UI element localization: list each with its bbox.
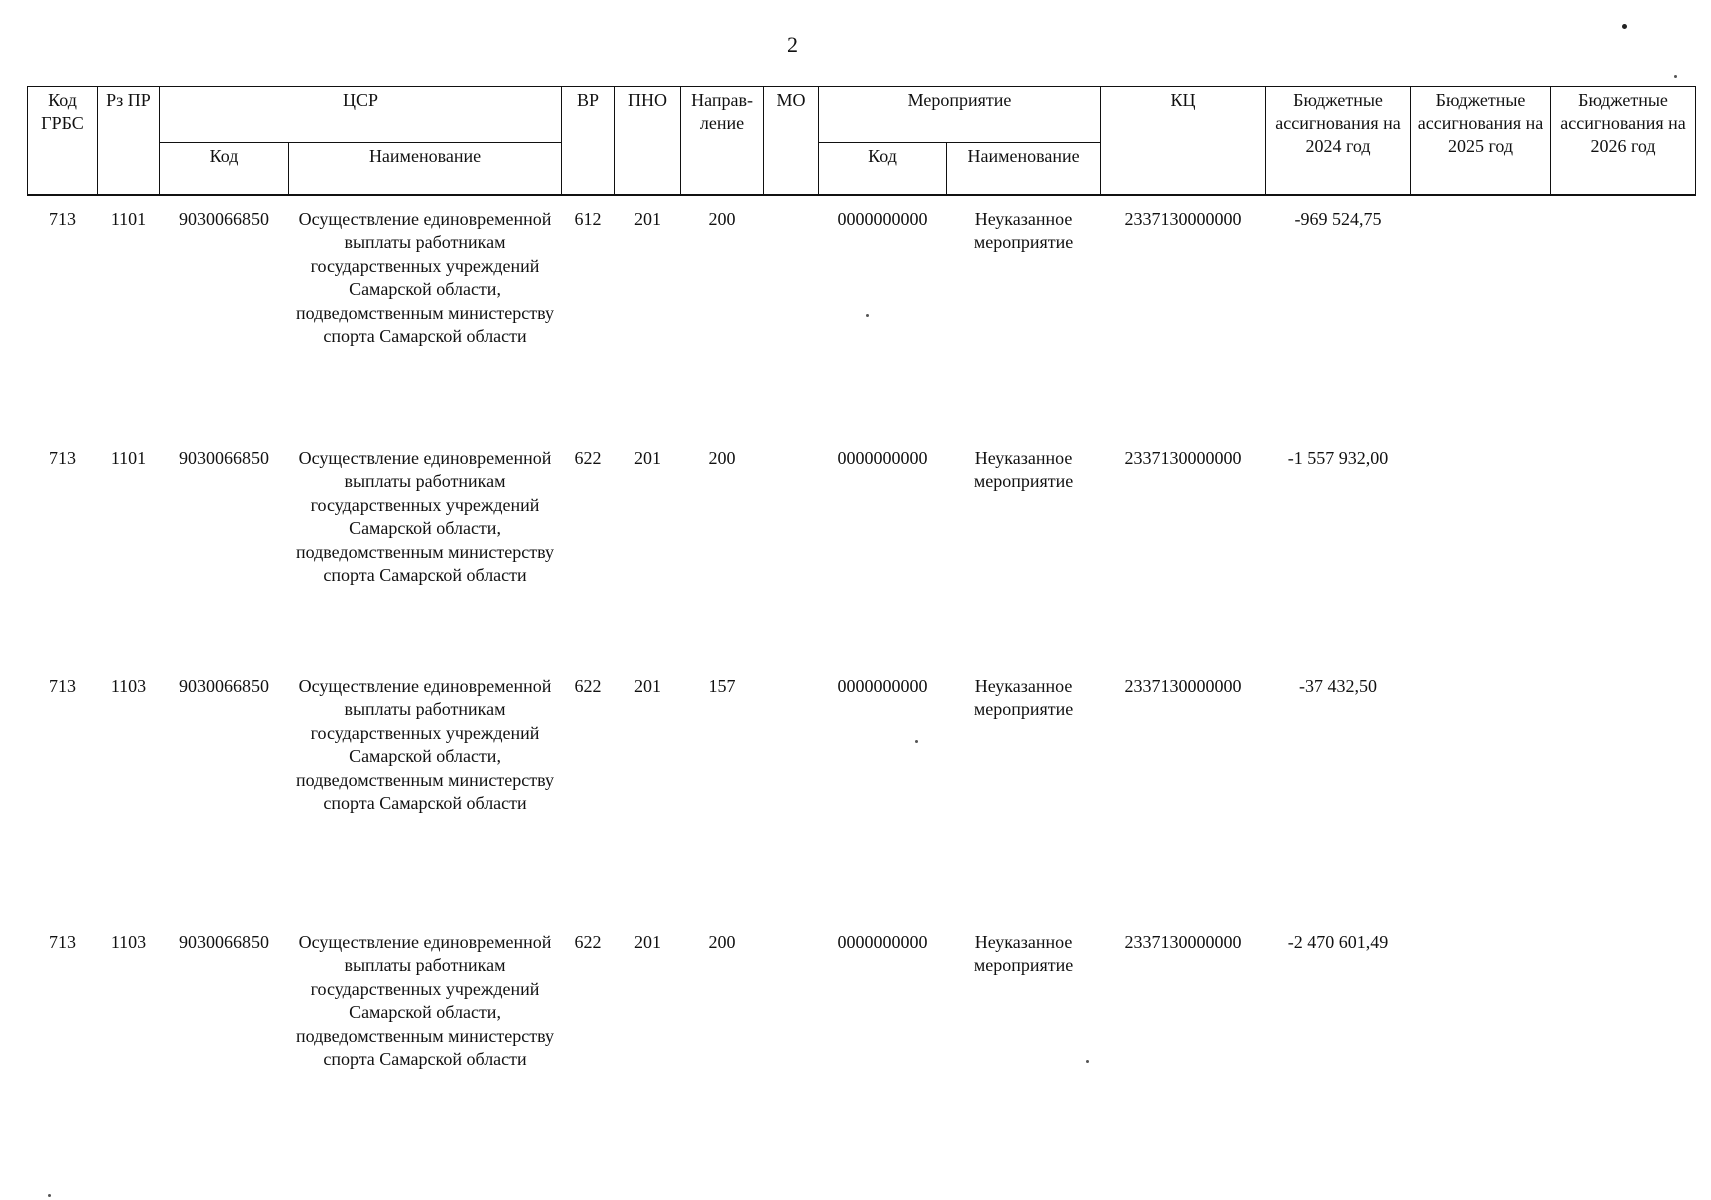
cell-direction: 200 — [708, 208, 736, 229]
cell-event-code: 0000000000 — [837, 208, 928, 229]
cell-kc: 2337130000000 — [1124, 208, 1242, 229]
cell-event-code: 0000000000 — [837, 447, 928, 468]
table-row — [28, 663, 1696, 919]
cell-mo — [764, 435, 819, 663]
table-header — [28, 87, 1696, 195]
cell-budget-2024: -37 432,50 — [1299, 675, 1378, 696]
header-csr-name: Наименование — [289, 143, 562, 195]
cell-rzpr: 1103 — [110, 931, 147, 952]
cell-pno: 201 — [634, 675, 662, 696]
scan-speck — [866, 314, 869, 317]
cell-csr-name: Осуществление единовременной выплаты работникам государственных учреждений Самарской области, подведомственным министерству спорта Самарской области — [296, 447, 554, 585]
cell-event-code: 0000000000 — [837, 675, 928, 696]
cell-pno: 201 — [634, 931, 662, 952]
cell-direction: 157 — [708, 675, 736, 696]
header-csr: ЦСР — [160, 87, 562, 143]
cell-budget-2025 — [1411, 663, 1551, 919]
header-rzpr: Рз ПР — [98, 87, 160, 195]
cell-vr: 622 — [574, 931, 602, 952]
cell-direction: 200 — [708, 447, 736, 468]
cell-direction: 200 — [708, 931, 736, 952]
cell-vr: 622 — [574, 675, 602, 696]
table-row — [28, 919, 1696, 1151]
cell-budget-2026 — [1551, 195, 1696, 435]
cell-budget-2025 — [1411, 435, 1551, 663]
cell-kc: 2337130000000 — [1124, 931, 1242, 952]
cell-budget-2026 — [1551, 663, 1696, 919]
cell-grbs: 713 — [49, 931, 76, 952]
cell-csr-name: Осуществление единовременной выплаты работникам государственных учреждений Самарской области, подведомственным министерству спорта Самарской области — [296, 208, 554, 346]
cell-rzpr: 1103 — [110, 675, 147, 696]
cell-pno: 201 — [634, 208, 662, 229]
cell-event-name: Неуказанное мероприятие — [973, 675, 1074, 719]
cell-grbs: 713 — [49, 208, 76, 229]
cell-mo — [764, 919, 819, 1151]
header-pno: ПНО — [615, 87, 681, 195]
header-event: Мероприятие — [819, 87, 1101, 143]
cell-csr-code: 9030066850 — [179, 675, 269, 696]
cell-kc: 2337130000000 — [1124, 675, 1242, 696]
scan-speck — [1674, 75, 1677, 78]
table-row — [28, 195, 1696, 435]
cell-csr-code: 9030066850 — [179, 208, 269, 229]
cell-budget-2025 — [1411, 195, 1551, 435]
cell-kc: 2337130000000 — [1124, 447, 1242, 468]
cell-event-name: Неуказанное мероприятие — [973, 447, 1074, 491]
cell-budget-2024: -2 470 601,49 — [1287, 931, 1389, 952]
header-grbs: Код ГРБС — [28, 87, 98, 195]
header-event-name: Наименование — [947, 143, 1101, 195]
cell-grbs: 713 — [49, 447, 76, 468]
table-body — [28, 195, 1696, 1151]
header-kc: КЦ — [1101, 87, 1266, 195]
cell-budget-2024: -1 557 932,00 — [1287, 447, 1389, 468]
cell-csr-code: 9030066850 — [179, 447, 269, 468]
header-csr-code: Код — [160, 143, 289, 195]
scan-speck — [1622, 24, 1627, 29]
page-number: 2 — [787, 32, 798, 57]
cell-event-name: Неуказанное мероприятие — [973, 931, 1074, 975]
header-vr: ВР — [562, 87, 615, 195]
cell-mo — [764, 663, 819, 919]
header-budget-2026: Бюджетные ассигнования на 2026 год — [1551, 87, 1696, 195]
scan-speck — [48, 1194, 51, 1197]
cell-grbs: 713 — [49, 675, 76, 696]
scan-speck — [1086, 1060, 1089, 1063]
cell-vr: 622 — [574, 447, 602, 468]
cell-budget-2024: -969 524,75 — [1294, 208, 1382, 229]
cell-csr-name: Осуществление единовременной выплаты работникам государственных учреждений Самарской области, подведомственным министерству спорта Самарской области — [296, 675, 554, 813]
header-direction: Направ-ление — [681, 87, 764, 195]
table-row — [28, 435, 1696, 663]
header-event-code: Код — [819, 143, 947, 195]
cell-mo — [764, 195, 819, 435]
cell-vr: 612 — [574, 208, 602, 229]
cell-csr-name: Осуществление единовременной выплаты работникам государственных учреждений Самарской области, подведомственным министерству спорта Самарской области — [296, 931, 554, 1069]
cell-rzpr: 1101 — [110, 208, 147, 229]
header-budget-2025: Бюджетные ассигнования на 2025 год — [1411, 87, 1551, 195]
cell-csr-code: 9030066850 — [179, 931, 269, 952]
cell-budget-2025 — [1411, 919, 1551, 1151]
cell-pno: 201 — [634, 447, 662, 468]
cell-budget-2026 — [1551, 435, 1696, 663]
cell-event-name: Неуказанное мероприятие — [973, 208, 1074, 252]
cell-rzpr: 1101 — [110, 447, 147, 468]
header-mo: МО — [764, 87, 819, 195]
scan-speck — [915, 740, 918, 743]
header-budget-2024: Бюджетные ассигнования на 2024 год — [1266, 87, 1411, 195]
cell-budget-2026 — [1551, 919, 1696, 1151]
cell-event-code: 0000000000 — [837, 931, 928, 952]
budget-table — [27, 86, 1696, 1151]
